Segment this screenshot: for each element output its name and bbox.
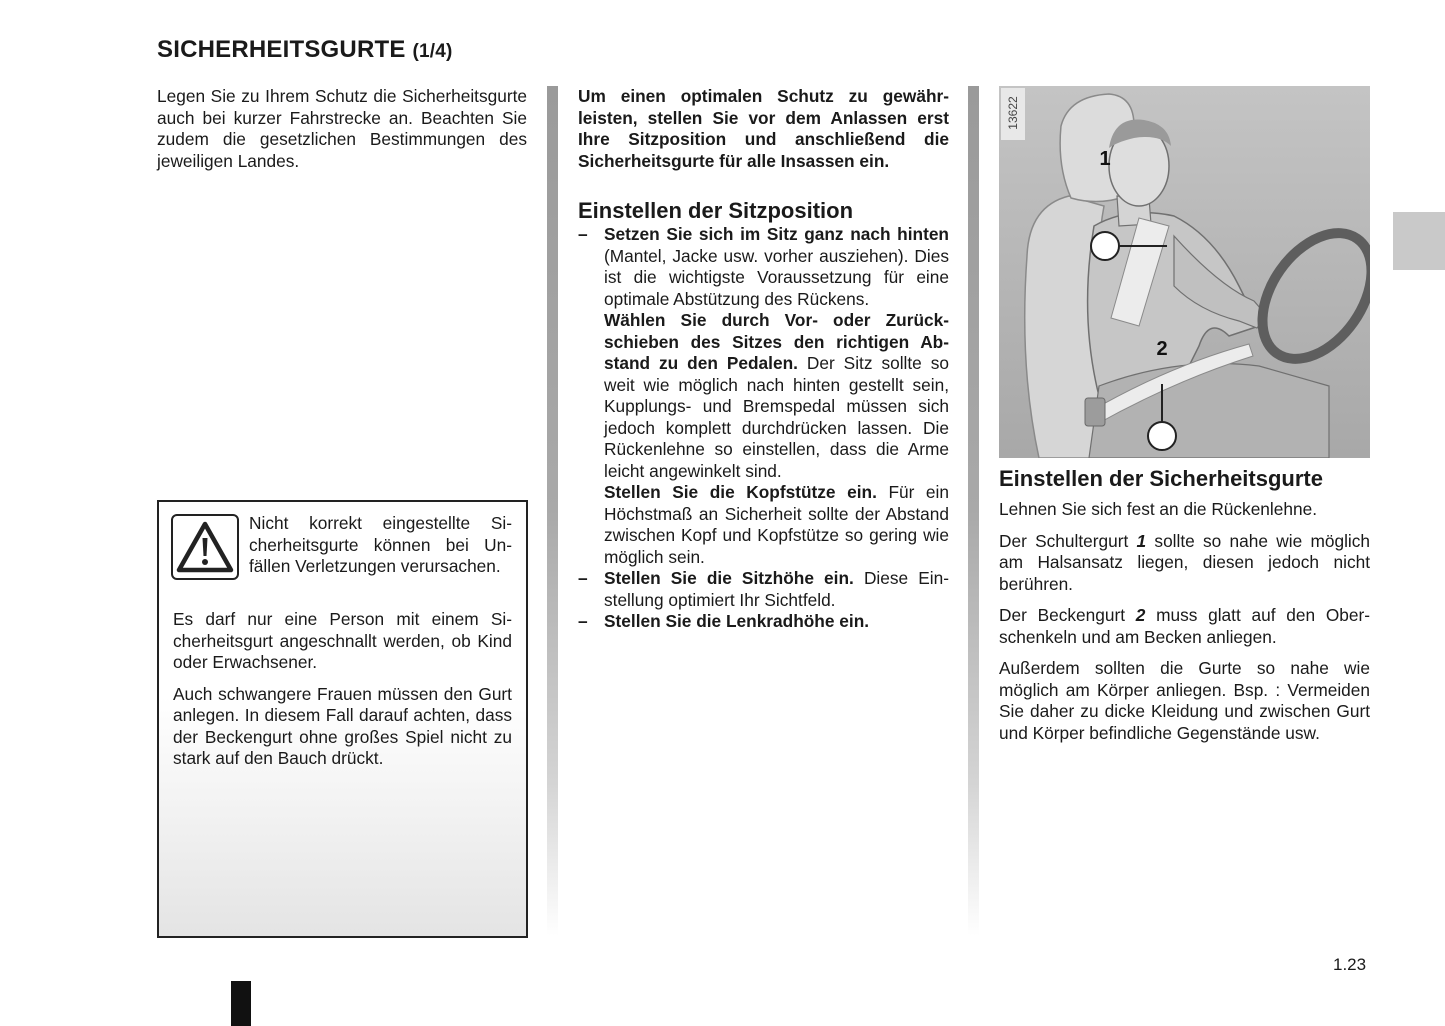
list-item [578,568,949,611]
dash-bullet: – [578,568,588,588]
intro-bold-paragraph: Um einen optimalen Schutz zu gewährleisten, stellen Sie vor dem Anlassen erst Ihre Sitzposition und anschließend die Sicherheitsgurte für alle Insassen ein. [578,86,949,171]
dash-bullet: – [578,611,588,631]
reference-number: 1 [1136,530,1147,551]
intro-paragraph: Legen Sie zu Ihrem Schutz die Sicherheitsgurte auch bei kurzer Fahrstrecke an. Beachten Sie zudem die gesetzlichen Bestimmungen des jeweiligen Landes. [157,86,527,171]
warning-first-text: Nicht korrekt eingestellte Sicherheitsgurte können bei Unfällen Verletzungen verursachen. [249,513,512,576]
paragraph [999,531,1370,596]
warning-paragraph: Es darf nur eine Person mit einem Sicherheitsgurt angeschnallt werden, ob Kind oder Erwachsener. [173,609,512,672]
item-bold: Stellen Sie die Lenkradhöhe ein. [604,611,870,631]
item-bold: Wählen Sie durch Vor- oder Zurückschieben des Sitzes den richtigen Abstand zu den Pedalen. [604,310,949,373]
page-number: 1.23 [1333,955,1367,974]
callout-label-2: 2 [1156,338,1168,360]
section-heading: Einstellen der Sicherheitsgurte [999,466,1323,491]
column-left [157,86,527,172]
column-divider [547,86,558,936]
item-text: Der Sitz sollte so weit wie möglich nach hinten gestellt sein, Kupplungs- und Bremspedal müssen sich jedoch komplett durchdrücken lassen. Die Rückenlehne so einstellen, dass die Arme leicht angewinkelt sind. [604,353,949,481]
paragraph: Lehnen Sie sich fest an die Rückenlehne. [999,499,1317,519]
list-item [578,224,949,310]
item-text: Für ein Höchstmaß an Sicherheit sollte der Abstand zwischen Kopf und Kopfstütze so gering wie möglich sein. [604,482,949,567]
page-title-part: (1/4) [412,41,453,62]
page-marker-bar [231,981,251,1026]
column-divider [968,86,979,936]
warning-paragraph: Auch schwangere Frauen müssen den Gurt anlegen. In diesem Fall darauf achten, dass der Beckengurt ohne großes Spiel nicht zu stark auf den Bauch drückt. [173,683,512,768]
list-item-continuation [578,482,949,568]
item-bold: Setzen Sie sich im Sitz ganz nach hinten [604,224,949,244]
warning-triangle-icon [171,514,239,580]
item-bold: Stellen Sie die Kopfstütze ein. [604,482,877,502]
paragraph [999,605,1370,648]
paragraph: Außerdem sollten die Gurte so nahe wie möglich am Körper anliegen. Bsp. : Vermeiden Sie daher zu dicke Kleidung und zwischen Gurt und Körper befindliche Gegenstände usw. [999,658,1370,743]
warning-box [157,500,528,938]
column-right [999,466,1370,744]
text-part: Der Schultergurt [999,530,1137,551]
item-bold: Stellen Sie die Sitzhöhe ein. [604,568,854,588]
page-title [157,36,453,64]
item-text: (Mantel, Jacke usw. vorher ausziehen). Dies ist die wichtigste Voraussetzung für eine optimale Abstützung des Rückens. [604,245,949,309]
image-reference-number: 13622 [1006,96,1020,130]
list-item [578,611,949,633]
section-heading: Einstellen der Sitzposition [578,198,854,223]
callout-label-1: 1 [1099,148,1111,170]
text-part: muss glatt auf den Oberschenkeln und am Becken anliegen. [999,605,1371,647]
list-item-continuation [578,310,949,482]
column-middle [578,86,949,633]
seatbelt-illustration [999,86,1370,458]
page-title-text: SICHERHEITSGURTE [157,36,406,63]
dash-bullet: – [578,224,588,244]
text-part: sollte so nahe wie möglich am Halsansatz liegen, diesen jedoch nicht berühren. [999,530,1370,594]
reference-number: 2 [1135,605,1146,625]
warning-body [173,609,512,780]
text-part: Der Beckengurt [999,605,1136,625]
item-text: Diese Einstellung optimiert Ihr Sichtfeld. [604,568,949,610]
chapter-tab [1393,212,1445,270]
